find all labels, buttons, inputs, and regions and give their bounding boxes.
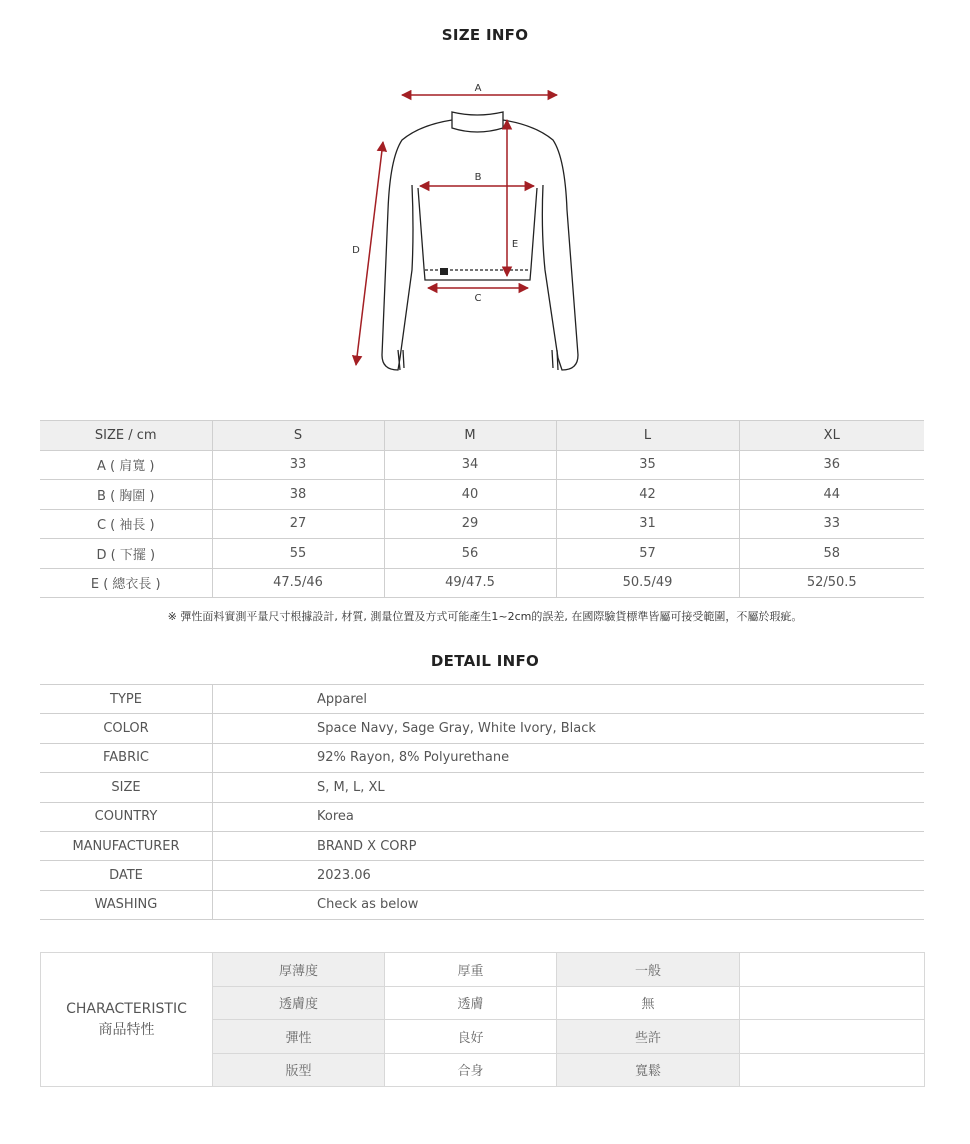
char-option: 合身 (385, 1053, 557, 1087)
table-cell: 52/50.5 (739, 568, 924, 598)
detail-value: Korea (213, 802, 925, 831)
size-info-heading: SIZE INFO (441, 26, 529, 44)
table-cell: 44 (739, 480, 924, 510)
detail-row-type (40, 685, 924, 714)
detail-label: FABRIC (40, 743, 213, 772)
row-label: B ( 胸圍 ) (40, 480, 212, 510)
detail-value: BRAND X CORP (213, 831, 925, 860)
detail-label: WASHING (40, 890, 213, 919)
label-tag-icon (440, 268, 448, 275)
char-label: 厚薄度 (213, 953, 385, 987)
row-label: C ( 袖長 ) (40, 509, 212, 539)
characteristic-title-en: CHARACTERISTIC (66, 1000, 187, 1017)
shirt-outline (382, 112, 578, 370)
table-cell: 50.5/49 (556, 568, 739, 598)
table-cell: 27 (212, 509, 384, 539)
detail-label: COUNTRY (40, 802, 213, 831)
detail-label: TYPE (40, 685, 213, 714)
row-label: D ( 下擺 ) (40, 539, 212, 569)
char-option-selected: 一般 (557, 953, 740, 987)
size-table-header (40, 421, 924, 451)
char-option: 厚重 (385, 953, 557, 987)
characteristic-table (40, 952, 925, 1087)
table-cell: 58 (739, 539, 924, 569)
diagram-label-a: A (474, 83, 482, 94)
detail-row-country (40, 802, 924, 831)
char-option-selected: 寬鬆 (557, 1053, 740, 1087)
characteristic-title-zh: 商品特性 (98, 1021, 155, 1038)
detail-label: MANUFACTURER (40, 831, 213, 860)
detail-value: 2023.06 (213, 861, 925, 890)
detail-value: Space Navy, Sage Gray, White Ivory, Black (213, 714, 925, 743)
detail-row-manufacturer (40, 831, 924, 860)
table-cell: 36 (739, 450, 924, 480)
table-cell: 31 (556, 509, 739, 539)
table-cell: 47.5/46 (212, 568, 384, 598)
detail-value: S, M, L, XL (213, 773, 925, 802)
arrow-d (356, 142, 383, 365)
diagram-label-b: B (474, 172, 482, 183)
table-cell: 56 (384, 539, 556, 569)
table-cell: 33 (739, 509, 924, 539)
measurement-note: ※ 彈性面料實測平量尺寸根據設計, 材質, 測量位置及方式可能產生1~2cm的誤差, 在國際驗貨標準皆屬可接受範圍，不屬於瑕疵。 (167, 610, 803, 623)
characteristic-title (41, 953, 213, 1087)
detail-value: Apparel (213, 685, 925, 714)
detail-table (40, 684, 924, 920)
table-row (40, 539, 924, 569)
diagram-label-c: C (474, 293, 482, 304)
header-cell: S (212, 421, 384, 451)
table-cell: 29 (384, 509, 556, 539)
row-label: E ( 總衣長 ) (40, 568, 212, 598)
table-row (40, 509, 924, 539)
detail-row-washing (40, 890, 924, 919)
detail-value: Check as below (213, 890, 925, 919)
garment-measurement-diagram (330, 70, 630, 390)
char-option (740, 953, 925, 987)
char-option (740, 1053, 925, 1087)
table-cell: 49/47.5 (384, 568, 556, 598)
header-cell: L (556, 421, 739, 451)
detail-row-size (40, 773, 924, 802)
row-label: A ( 肩寬 ) (40, 450, 212, 480)
header-cell: XL (739, 421, 924, 451)
table-cell: 57 (556, 539, 739, 569)
table-cell: 33 (212, 450, 384, 480)
detail-row-date (40, 861, 924, 890)
table-row (40, 480, 924, 510)
table-cell: 40 (384, 480, 556, 510)
detail-label: DATE (40, 861, 213, 890)
detail-row-fabric (40, 743, 924, 772)
char-label: 版型 (213, 1053, 385, 1087)
char-option: 良好 (385, 1020, 557, 1054)
table-row (40, 568, 924, 598)
char-label: 透膚度 (213, 986, 385, 1020)
header-cell: SIZE / cm (40, 421, 212, 451)
diagram-label-d: D (352, 245, 360, 256)
header-cell: M (384, 421, 556, 451)
char-option-selected: 透膚 (385, 986, 557, 1020)
detail-row-color (40, 714, 924, 743)
table-row (40, 450, 924, 480)
table-cell: 38 (212, 480, 384, 510)
char-option (740, 1020, 925, 1054)
char-label: 彈性 (213, 1020, 385, 1054)
char-option-selected: 些許 (557, 1020, 740, 1054)
diagram-label-e: E (511, 239, 519, 250)
table-cell: 42 (556, 480, 739, 510)
detail-label: COLOR (40, 714, 213, 743)
table-cell: 55 (212, 539, 384, 569)
detail-value: 92% Rayon, 8% Polyurethane (213, 743, 925, 772)
table-cell: 35 (556, 450, 739, 480)
char-row-thickness (41, 953, 925, 987)
char-option (740, 986, 925, 1020)
detail-label: SIZE (40, 773, 213, 802)
size-table (40, 420, 924, 598)
table-cell: 34 (384, 450, 556, 480)
char-option: 無 (557, 986, 740, 1020)
detail-info-heading: DETAIL INFO (430, 652, 540, 670)
